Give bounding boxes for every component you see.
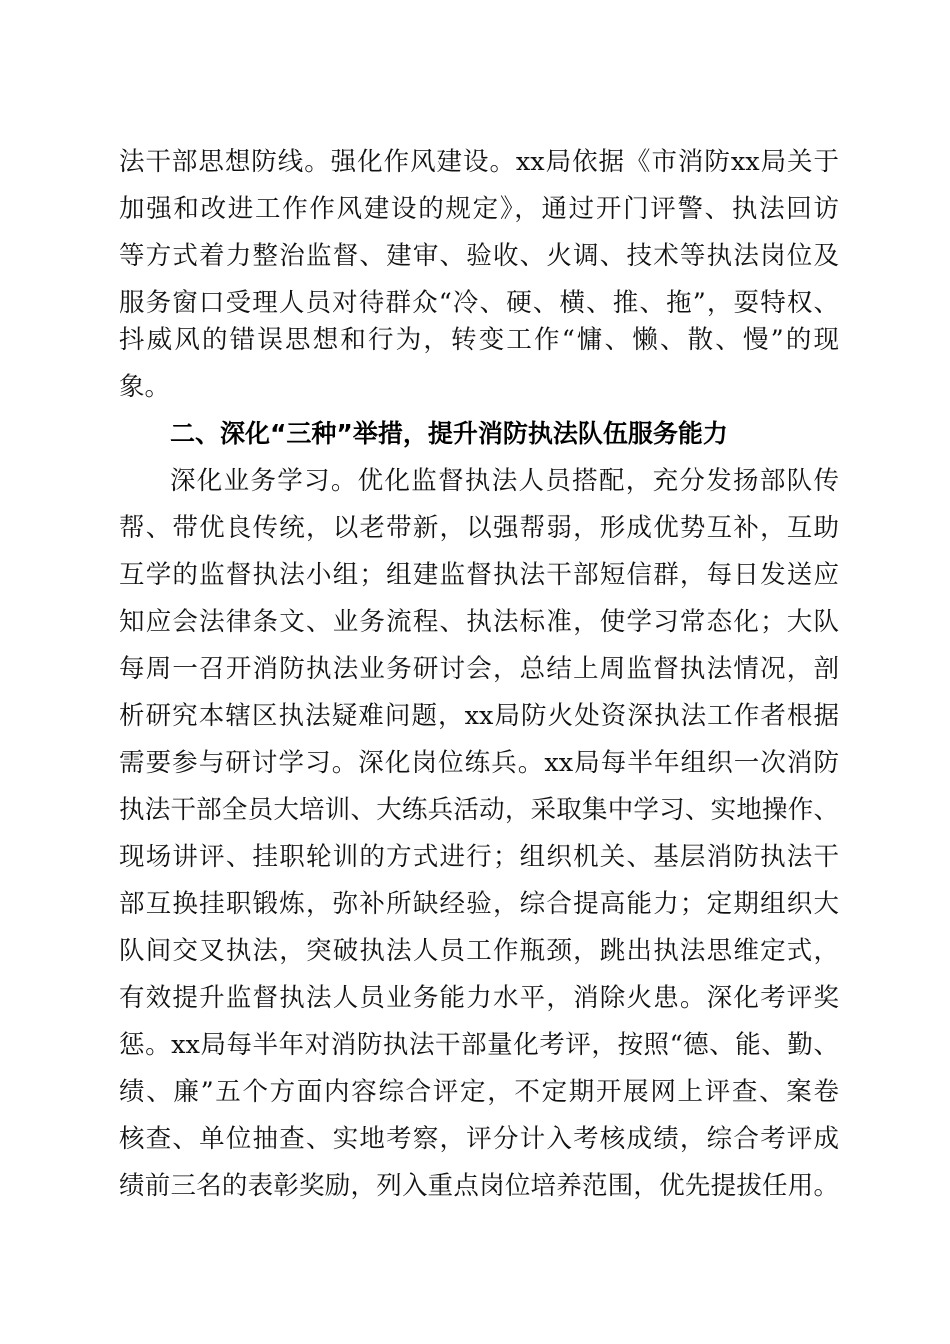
paragraph-2-line-7: 需要参与研讨学习。深化岗位练兵。xx局每半年组织一次消防 xyxy=(119,748,839,778)
section-heading: 二、深化“三种”举措，提升消防执法队伍服务能力 xyxy=(170,419,728,448)
paragraph-2-line-8: 执法干部全员大培训、大练兵活动，采取集中学习、实地操作、 xyxy=(119,795,839,825)
paragraph-1-line-6: 象。 xyxy=(119,372,171,402)
paragraph-2-line-3: 互学的监督执法小组；组建监督执法干部短信群，每日发送应 xyxy=(119,560,839,590)
paragraph-1-line-2: 加强和改进工作作风建设的规定》，通过开门评警、执法回访 xyxy=(119,194,839,224)
paragraph-1-line-3: 等方式着力整治监督、建审、验收、火调、技术等执法岗位及 xyxy=(119,241,839,271)
paragraph-2-line-4: 知应会法律条文、业务流程、执法标准，使学习常态化；大队 xyxy=(119,607,839,637)
paragraph-2-line-6: 析研究本辖区执法疑难问题，xx局防火处资深执法工作者根据 xyxy=(119,701,839,731)
paragraph-2-line-10: 部互换挂职锻炼，弥补所缺经验，综合提高能力；定期组织大 xyxy=(119,889,839,919)
paragraph-1-line-1: 法干部思想防线。强化作风建设。xx局依据《市消防xx局关于 xyxy=(119,147,839,177)
paragraph-2-line-11: 队间交叉执法，突破执法人员工作瓶颈，跳出执法思维定式， xyxy=(119,936,839,966)
paragraph-2-line-5: 每周一召开消防执法业务研讨会，总结上周监督执法情况，剖 xyxy=(119,654,839,684)
paragraph-2-line-2: 帮、带优良传统，以老带新，以强帮弱，形成优势互补，互助 xyxy=(119,513,839,543)
paragraph-1-line-4: 服务窗口受理人员对待群众“冷、硬、横、推、拖”，耍特权、 xyxy=(119,288,839,318)
paragraph-2-line-9: 现场讲评、挂职轮训的方式进行；组织机关、基层消防执法干 xyxy=(119,842,839,872)
paragraph-2-line-15: 核查、单位抽查、实地考察，评分计入考核成绩，综合考评成 xyxy=(119,1124,839,1154)
paragraph-2-line-1: 深化业务学习。优化监督执法人员搭配，充分发扬部队传 xyxy=(170,466,839,496)
paragraph-2-line-13: 惩。xx局每半年对消防执法干部量化考评，按照“德、能、勤、 xyxy=(119,1030,839,1060)
paragraph-1-line-5: 抖威风的错误思想和行为，转变工作“慵、懒、散、慢”的现 xyxy=(119,325,839,355)
paragraph-2-line-14: 绩、廉”五个方面内容综合评定，不定期开展网上评查、案卷 xyxy=(119,1077,839,1107)
paragraph-2-line-16: 绩前三名的表彰奖励，列入重点岗位培养范围，优先提拔任用。 xyxy=(119,1171,839,1201)
paragraph-2-line-12: 有效提升监督执法人员业务能力水平，消除火患。深化考评奖 xyxy=(119,983,839,1013)
